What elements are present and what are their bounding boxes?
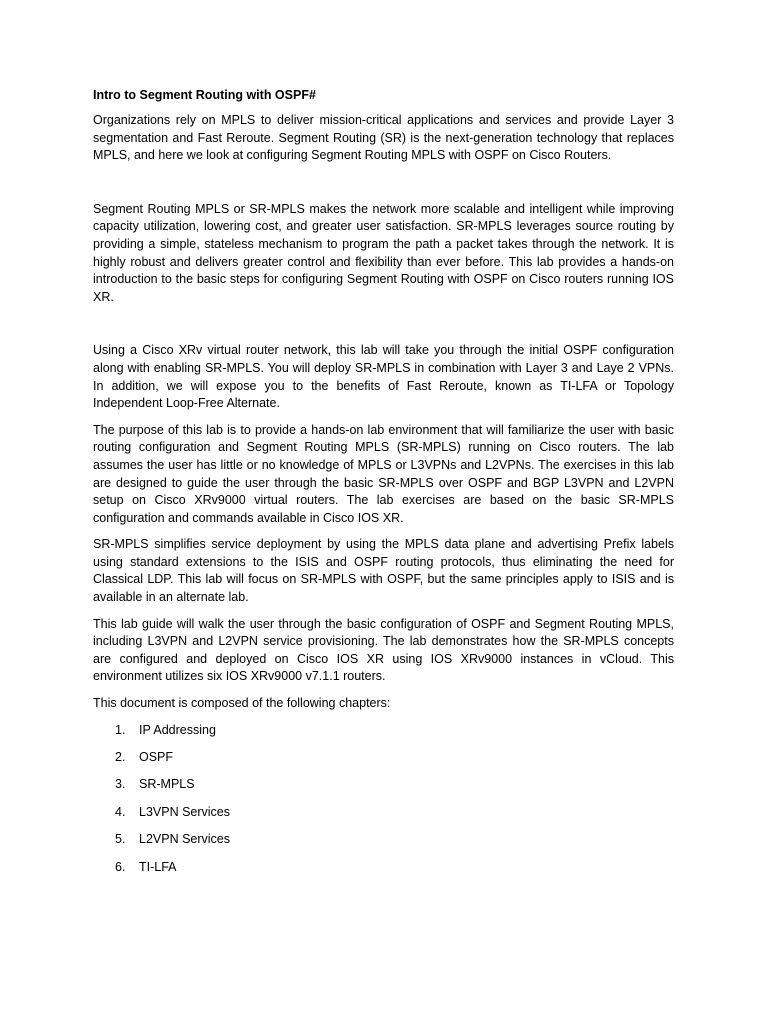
- lab-description-paragraph: Using a Cisco XRv virtual router network, this lab will take you through the initial OSPF configuration along with enabling SR-MPLS. You will deploy SR-MPLS in combination with Layer 3 and Laye 2 VPNs. In addition, we will expose you to the benefits of Fast Reroute, known as TI-LFA or Topology Independent Loop-Free Alternate.: [93, 343, 674, 411]
- list-item: [93, 859, 674, 877]
- lab-purpose-paragraph: The purpose of this lab is to provide a hands-on lab environment that will familiarize the user with basic routing configuration and Segment Routing MPLS (SR-MPLS) running on Cisco routers. The lab assumes the user has little or no knowledge of MPLS or L3VPNs and L2VPNs. The exercises in this lab are designed to guide the user through the basic SR-MPLS over OSPF and BGP L3VPN and L2VPN setup on Cisco XRv9000 virtual routers. The lab exercises are based on the basic SR-MPLS configuration and commands available in Cisco IOS XR.: [93, 422, 674, 525]
- list-item-number: 6.: [115, 859, 126, 874]
- list-item-label: SR-MPLS: [139, 777, 195, 792]
- document-page: [93, 86, 674, 886]
- sr-mpls-benefits-paragraph: SR-MPLS simplifies service deployment by using the MPLS data plane and advertising Prefix labels using standard extensions to the ISIS and OSPF routing protocols, thus eliminating the need for Classical LDP. This lab will focus on SR-MPLS with OSPF, but the same principles apply to ISIS and is available in an alternate lab.: [93, 537, 674, 605]
- sr-mpls-overview-paragraph: Segment Routing MPLS or SR-MPLS makes the network more scalable and intelligent while improving capacity utilization, lowering cost, and greater user satisfaction. SR-MPLS leverages source routing by providing a simple, stateless mechanism to program the path a packet takes through the network. It is highly robust and delivers greater control and flexibility than ever before. This lab provides a hands-on introduction to the basic steps for configuring Segment Routing with OSPF on Cisco routers running IOS XR.: [93, 201, 674, 304]
- list-item-label: L3VPN Services: [139, 804, 231, 819]
- list-item: [93, 722, 674, 740]
- list-item: [93, 776, 674, 794]
- list-item-number: 4.: [115, 804, 126, 819]
- lab-guide-paragraph: This lab guide will walk the user through the basic configuration of OSPF and Segment Routing MPLS, including L3VPN and L2VPN service provisioning. The lab demonstrates how the SR-MPLS concepts are configured and deployed on Cisco IOS XR using IOS XRv9000 instances in vCloud. This environment utilizes six IOS XRv9000 v7.1.1 routers.: [93, 616, 674, 684]
- list-item-number: 2.: [115, 750, 126, 765]
- chapter-list: [93, 722, 674, 877]
- list-item-label: IP Addressing: [139, 722, 216, 737]
- list-item-label: OSPF: [139, 750, 174, 765]
- chapters-intro-paragraph: This document is composed of the following chapters:: [93, 696, 391, 711]
- list-item-number: 1.: [115, 722, 126, 737]
- list-item: [93, 804, 674, 822]
- list-item-label: L2VPN Services: [139, 832, 231, 847]
- list-item: [93, 749, 674, 767]
- intro-paragraph: Organizations rely on MPLS to deliver mission-critical applications and services and provide Layer 3 segmentation and Fast Reroute. Segment Routing (SR) is the next-generation technology that replaces MPLS, and here we look at configuring Segment Routing MPLS with OSPF on Cisco Routers.: [93, 113, 674, 163]
- list-item-number: 3.: [115, 777, 126, 792]
- list-item-label: TI-LFA: [139, 859, 177, 874]
- list-item: [93, 831, 674, 849]
- list-item-number: 5.: [115, 832, 126, 847]
- document-title: Intro to Segment Routing with OSPF#: [93, 88, 316, 102]
